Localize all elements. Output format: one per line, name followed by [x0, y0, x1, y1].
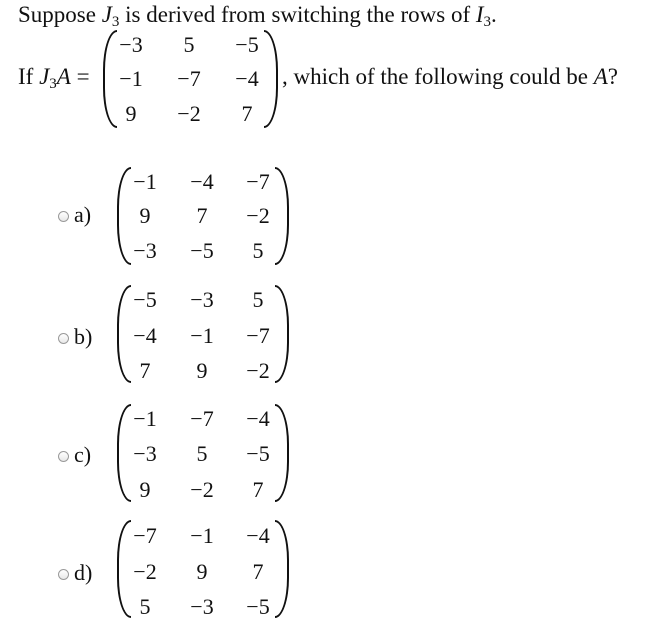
matrix-cell: −5	[190, 238, 214, 263]
matrix-cell: −1	[133, 406, 157, 431]
option-label: b)	[74, 324, 93, 349]
matrix-cell: 7	[252, 559, 264, 584]
matrix-cell: 5	[252, 238, 264, 263]
if-var-j: J	[39, 64, 50, 89]
option-radio[interactable]	[58, 211, 69, 222]
after-prefix: , which of the following could be	[282, 64, 594, 89]
matrix-cell: −4	[133, 323, 157, 348]
matrix-cell: −7	[177, 66, 201, 91]
matrix-cell: −3	[119, 32, 143, 57]
matrix-cell: −1	[133, 169, 157, 194]
matrix-cell: 7	[252, 477, 264, 502]
if-word: If	[18, 64, 40, 89]
matrix-cell: −2	[246, 358, 270, 383]
matrix-cell: −1	[190, 323, 214, 348]
if-sub: 3	[49, 76, 57, 92]
intro-sub-j: 3	[111, 14, 120, 30]
matrix-cell: −3	[190, 594, 214, 619]
matrix-cell: −7	[246, 169, 270, 194]
after-var-a: A	[593, 64, 608, 89]
option-label: a)	[74, 202, 92, 227]
intro-end: .	[491, 2, 497, 27]
option-label: c)	[74, 442, 92, 467]
matrix-cell: −4	[235, 66, 259, 91]
option-radio[interactable]	[58, 333, 69, 344]
matrix-cell: 5	[183, 32, 195, 57]
matrix-cell: −5	[246, 441, 270, 466]
matrix-cell: −2	[177, 101, 201, 126]
matrix-cell: −3	[190, 287, 214, 312]
intro-var-i: I	[475, 2, 484, 27]
matrix-cell: 9	[196, 358, 208, 383]
matrix-cell: 5	[196, 441, 208, 466]
matrix-cell: −4	[190, 169, 214, 194]
matrix-cell: 9	[139, 203, 151, 228]
if-var-a: A	[56, 64, 71, 89]
matrix-cell: 7	[139, 358, 151, 383]
question-intro	[18, 2, 497, 31]
option-radio[interactable]	[58, 569, 69, 580]
matrix-cell: −1	[190, 523, 214, 548]
matrix-cell: −3	[133, 441, 157, 466]
matrix-cell: −5	[235, 32, 259, 57]
matrix-cell: 9	[125, 101, 137, 126]
matrix-cell: −1	[119, 66, 143, 91]
matrix-cell: −4	[246, 406, 270, 431]
intro-prefix: Suppose	[18, 2, 102, 27]
option-radio[interactable]	[58, 451, 69, 462]
matrix-cell: 9	[139, 477, 151, 502]
question-continuation	[282, 64, 618, 90]
option-label: d)	[74, 560, 93, 585]
matrix-cell: −7	[190, 406, 214, 431]
intro-sub-i: 3	[483, 14, 492, 30]
matrix-cell: −3	[133, 238, 157, 263]
matrix-cell: −7	[246, 323, 270, 348]
matrix-cell: −5	[133, 287, 157, 312]
after-end: ?	[607, 64, 618, 89]
matrix-cell: 7	[241, 101, 253, 126]
matrix-cell: 9	[196, 559, 208, 584]
matrix-cell: −7	[133, 523, 157, 548]
matrix-cell: −5	[246, 594, 270, 619]
matrix-cell: −4	[246, 523, 270, 548]
intro-middle: is derived from switching the rows of	[119, 2, 476, 27]
intro-var-j: J	[101, 2, 112, 27]
if-expression	[18, 64, 90, 93]
matrix-cell: −2	[246, 203, 270, 228]
equals-sign: =	[76, 64, 90, 89]
matrix-cell: −2	[190, 477, 214, 502]
matrix-cell: 5	[139, 594, 151, 619]
matrix-cell: −2	[133, 559, 157, 584]
matrix-cell: 5	[252, 287, 264, 312]
matrix-cell: 7	[196, 203, 208, 228]
